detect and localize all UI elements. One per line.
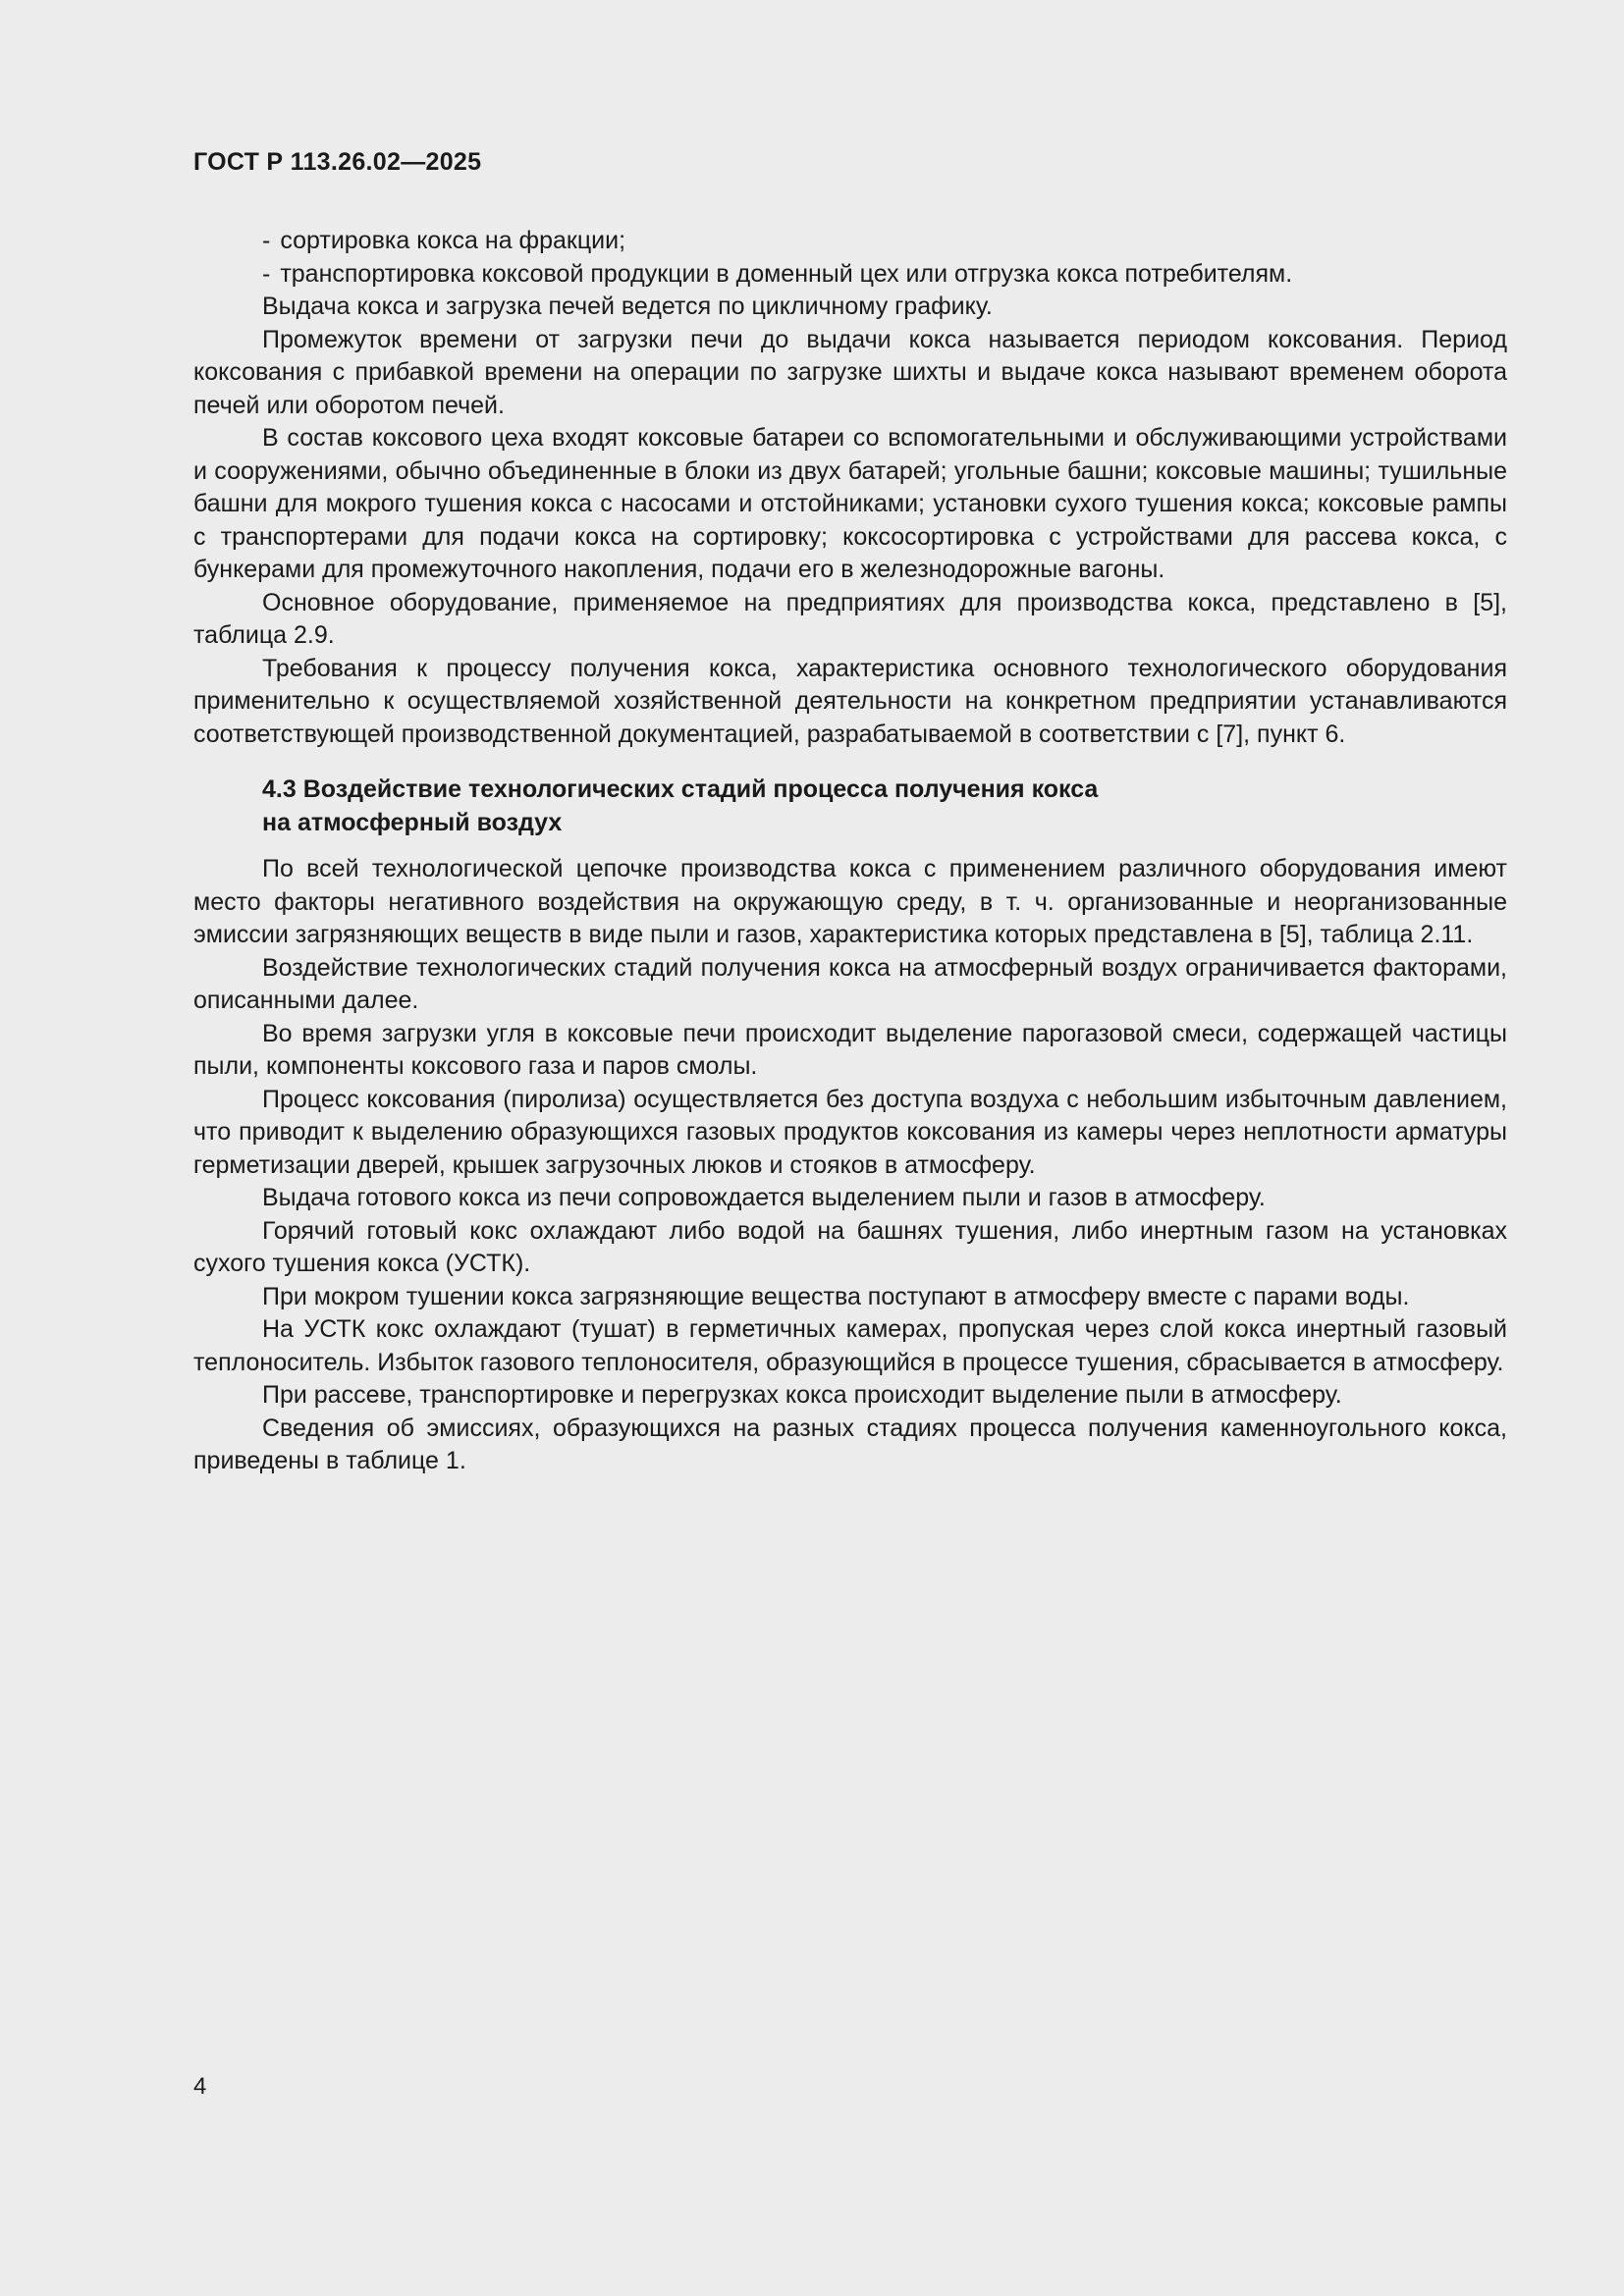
list-item-text: сортировка кокса на фракции; bbox=[280, 227, 626, 254]
paragraph: Промежуток времени от загрузки печи до выдачи кокса называется периодом коксования. Период коксования с прибавкой времени на операции по загрузке шихты и выдаче кокса называют временем оборота печей или оборотом печей. bbox=[193, 325, 1507, 419]
paragraph: Воздействие технологических стадий получения кокса на атмосферный воздух ограничивается факторами, описанными далее. bbox=[193, 953, 1507, 1014]
list-item bbox=[193, 225, 1507, 258]
document-code-header: ГОСТ Р 113.26.02—2025 bbox=[193, 148, 482, 176]
paragraph: Во время загрузки угля в коксовые печи происходит выделение парогазовой смеси, содержащей частицы пыли, компоненты коксового газа и паров смолы. bbox=[193, 1019, 1507, 1080]
paragraph: Выдача кокса и загрузка печей ведется по цикличному графику. bbox=[262, 293, 993, 320]
paragraph: Основное оборудование, применяемое на предприятиях для производства кокса, представлено в [5], таблица 2.9. bbox=[193, 588, 1507, 649]
list-dash: - bbox=[262, 259, 271, 288]
list-item-text: транспортировка коксовой продукции в доменный цех или отгрузка кокса потребителям. bbox=[280, 259, 1293, 288]
paragraph: На УСТК кокс охлаждают (тушат) в герметичных камерах, пропуская через слой кокса инертный газовый теплоноситель. Избыток газового теплоносителя, образующийся в процессе тушения, сбрасывается в атмосферу. bbox=[193, 1315, 1507, 1376]
list-item bbox=[193, 258, 1507, 292]
paragraph: Горячий готовый кокс охлаждают либо водой на башнях тушения, либо инертным газом на установках сухого тушения кокса (УСТК). bbox=[193, 1216, 1507, 1277]
paragraph: Выдача готового кокса из печи сопровождается выделением пыли и газов в атмосферу. bbox=[262, 1184, 1266, 1211]
paragraph: При мокром тушении кокса загрязняющие вещества поступают в атмосферу вместе с парами воды. bbox=[262, 1282, 1410, 1310]
paragraph: При рассеве, транспортировке и перегрузках кокса происходит выделение пыли в атмосферу. bbox=[262, 1381, 1342, 1409]
section-heading bbox=[262, 774, 1146, 839]
paragraph: Требования к процессу получения кокса, характеристика основного технологического оборудования применительно к осуществляемой хозяйственной деятельности на конкретном предприятии устанавливаются соответствующей производственной документацией, разрабатываемой в соответствии с [7], пункт 6. bbox=[193, 654, 1507, 748]
paragraph: По всей технологической цепочке производства кокса с применением различного оборудования имеют место факторы негативного воздействия на окружающую среду, в т. ч. организованные и неорганизованные эмиссии загрязняющих веществ в виде пыли и газов, характеристика которых представлена в [5], таблица 2.11. bbox=[193, 855, 1507, 948]
page-number: 4 bbox=[193, 2073, 207, 2100]
section-heading-line: на атмосферный воздух bbox=[262, 808, 563, 836]
section-heading-line: 4.3 Воздействие технологических стадий процесса получения кокса bbox=[262, 775, 1099, 803]
paragraph: Сведения об эмиссиях, образующихся на разных стадиях процесса получения каменноугольного кокса, приведены в таблице 1. bbox=[193, 1414, 1507, 1474]
document-body bbox=[193, 225, 1507, 1478]
paragraph: Процесс коксования (пиролиза) осуществляется без доступа воздуха с небольшим избыточным давлением, что приводит к выделению образующихся газовых продуктов коксования из камеры через неплотности арматуры герметизации дверей, крышек загрузочных люков и стояков в атмосферу. bbox=[193, 1085, 1507, 1179]
list-dash: - bbox=[262, 227, 271, 254]
paragraph: В состав коксового цеха входят коксовые батареи со вспомогательными и обслуживающими устройствами и сооружениями, обычно объединенные в блоки из двух батарей; угольные башни; коксовые машины; тушильные башни для мокрого тушения кокса с насосами и отстойниками; установки сухого тушения кокса; коксовые рампы с транспортерами для подачи кокса на сортировку; коксосортировка с устройствами для рассева кокса, с бункерами для промежуточного накопления, подачи его в железнодорожные вагоны. bbox=[193, 424, 1507, 583]
